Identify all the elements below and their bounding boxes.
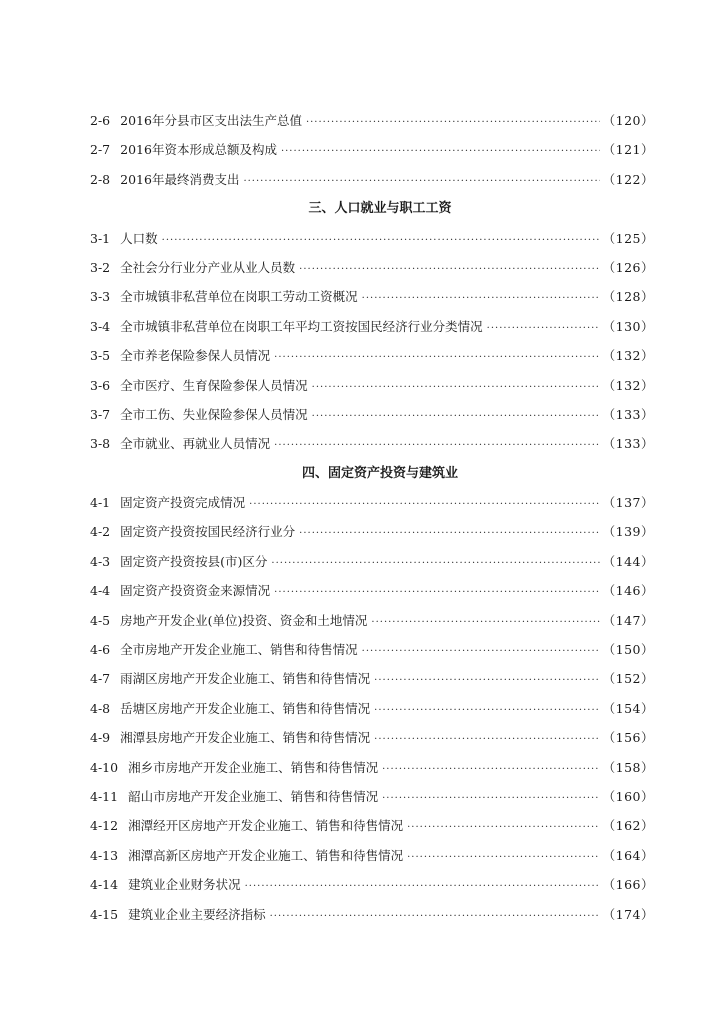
entry-page-number: （121） — [602, 142, 654, 158]
entry-page-number: （137） — [602, 495, 654, 511]
entry-page-number: （128） — [602, 289, 654, 305]
entry-number: 4-12 — [90, 818, 119, 834]
entry-title: 全市城镇非私营单位在岗职工劳动工资概况 — [120, 289, 358, 305]
dot-leader — [281, 137, 600, 166]
entry-page-number: （150） — [602, 642, 654, 658]
toc-entry — [90, 488, 654, 517]
entry-page-number: （132） — [602, 348, 654, 364]
entry-number: 3-8 — [90, 436, 111, 452]
toc-entry — [90, 606, 654, 635]
entry-number: 2-7 — [90, 142, 111, 158]
entry-title: 2016年分县市区支出法生产总值 — [120, 113, 302, 128]
dot-leader — [407, 813, 600, 842]
dot-leader — [299, 519, 599, 548]
dot-leader — [382, 784, 600, 813]
entry-number: 4-5 — [90, 612, 111, 628]
entry-title: 韶山市房地产开发企业施工、销售和待售情况 — [128, 788, 379, 804]
entry-number: 4-14 — [90, 877, 119, 893]
dot-leader — [374, 696, 599, 725]
toc-entry — [90, 224, 654, 253]
entry-title: 全市就业、再就业人员情况 — [120, 436, 271, 452]
section-heading: 三、人口就业与职工工资 — [308, 201, 452, 217]
entry-page-number: （162） — [602, 818, 654, 834]
toc-entry — [90, 870, 654, 899]
entry-page-number: （160） — [602, 788, 654, 804]
entry-title: 固定资产投资资金来源情况 — [120, 583, 271, 599]
entry-title: 湘潭高新区房地产开发企业施工、销售和待售情况 — [128, 847, 404, 863]
entry-title: 全市养老保险参保人员情况 — [120, 348, 271, 364]
toc-entry — [90, 400, 654, 429]
entry-number: 4-3 — [90, 553, 111, 569]
entry-page-number: （166） — [602, 877, 654, 893]
entry-title: 固定资产投资按国民经济行业分 — [120, 524, 296, 540]
entry-page-number: （174） — [602, 906, 654, 922]
entry-number: 4-9 — [90, 730, 111, 746]
toc-entry — [90, 106, 654, 135]
entry-number: 3-7 — [90, 406, 111, 422]
dot-leader — [362, 284, 600, 313]
entry-number: 3-5 — [90, 348, 111, 364]
entry-number: 2-8 — [90, 171, 111, 187]
entry-number: 3-2 — [90, 259, 111, 275]
entry-number: 4-15 — [90, 906, 119, 922]
entry-title: 建筑业企业主要经济指标 — [128, 906, 266, 922]
entry-page-number: （152） — [602, 671, 654, 687]
toc-entry — [90, 282, 654, 311]
toc-entry — [90, 694, 654, 723]
entry-page-number: （139） — [602, 524, 654, 540]
entry-number: 3-3 — [90, 289, 111, 305]
toc-entry — [90, 576, 654, 605]
dot-leader — [487, 314, 600, 343]
entry-title: 湘潭经开区房地产开发企业施工、销售和待售情况 — [128, 818, 404, 834]
dot-leader — [162, 226, 600, 255]
entry-page-number: （144） — [602, 553, 654, 569]
table-of-contents — [90, 106, 654, 929]
dot-leader — [306, 108, 600, 137]
entry-page-number: （132） — [602, 377, 654, 393]
entry-page-number: （126） — [602, 259, 654, 275]
toc-entry — [90, 753, 654, 782]
toc-entry — [90, 900, 654, 929]
dot-leader — [274, 343, 599, 372]
entry-title: 全社会分行业分产业从业人员数 — [120, 259, 296, 275]
toc-entry — [90, 723, 654, 752]
dot-leader — [249, 490, 599, 519]
entry-number: 3-1 — [90, 230, 111, 246]
toc-entry — [90, 341, 654, 370]
entry-title: 湘乡市房地产开发企业施工、销售和待售情况 — [128, 759, 379, 775]
entry-number: 4-13 — [90, 847, 119, 863]
dot-leader — [371, 608, 599, 637]
toc-entry — [90, 429, 654, 458]
entry-title: 2016年资本形成总额及构成 — [120, 142, 277, 158]
dot-leader — [243, 167, 599, 196]
entry-number: 4-4 — [90, 583, 111, 599]
entry-title: 雨湖区房地产开发企业施工、销售和待售情况 — [120, 671, 371, 687]
entry-title: 房地产开发企业(单位)投资、资金和土地情况 — [120, 612, 368, 628]
toc-entry — [90, 371, 654, 400]
entry-page-number: （120） — [602, 113, 654, 128]
dot-leader — [270, 902, 600, 931]
entry-number: 3-4 — [90, 318, 111, 334]
dot-leader — [312, 402, 600, 431]
entry-title: 湘潭县房地产开发企业施工、销售和待售情况 — [120, 730, 371, 746]
entry-number: 4-1 — [90, 495, 111, 511]
entry-title: 全市医疗、生育保险参保人员情况 — [120, 377, 308, 393]
entry-number: 2-6 — [90, 113, 111, 128]
entry-number: 4-10 — [90, 759, 119, 775]
entry-number: 4-8 — [90, 700, 111, 716]
entry-title: 建筑业企业财务状况 — [128, 877, 241, 893]
entry-page-number: （146） — [602, 583, 654, 599]
toc-entry — [90, 312, 654, 341]
toc-entry — [90, 782, 654, 811]
dot-leader — [407, 843, 600, 872]
entry-number: 4-7 — [90, 671, 111, 687]
entry-page-number: （164） — [602, 847, 654, 863]
toc-entry — [90, 517, 654, 546]
toc-entry — [90, 165, 654, 194]
toc-entry — [90, 253, 654, 282]
entry-page-number: （147） — [602, 612, 654, 628]
toc-entry — [90, 811, 654, 840]
dot-leader — [382, 755, 600, 784]
dot-leader — [374, 725, 599, 754]
entry-title: 固定资产投资按县(市)区分 — [120, 553, 268, 569]
dot-leader — [274, 578, 599, 607]
dot-leader — [299, 255, 599, 284]
entry-page-number: （122） — [602, 171, 654, 187]
toc-entry — [90, 635, 654, 664]
entry-number: 3-6 — [90, 377, 111, 393]
entry-title: 固定资产投资完成情况 — [120, 495, 246, 511]
entry-page-number: （130） — [602, 318, 654, 334]
toc-entry — [90, 841, 654, 870]
dot-leader — [274, 431, 599, 460]
toc-entry — [90, 547, 654, 576]
section-heading: 四、固定资产投资与建筑业 — [301, 465, 458, 481]
dot-leader — [271, 549, 599, 578]
toc-entry — [90, 135, 654, 164]
entry-title: 2016年最终消费支出 — [120, 171, 240, 187]
entry-title: 全市房地产开发企业施工、销售和待售情况 — [120, 642, 358, 658]
dot-leader — [362, 637, 600, 666]
entry-number: 4-11 — [90, 788, 119, 804]
entry-title: 岳塘区房地产开发企业施工、销售和待售情况 — [120, 700, 371, 716]
entry-page-number: （154） — [602, 700, 654, 716]
entry-page-number: （158） — [602, 759, 654, 775]
dot-leader — [374, 666, 599, 695]
entry-title: 全市城镇非私营单位在岗职工年平均工资按国民经济行业分类情况 — [120, 318, 483, 334]
dot-leader — [312, 373, 600, 402]
entry-title: 人口数 — [120, 230, 158, 246]
entry-number: 4-6 — [90, 642, 111, 658]
dot-leader — [245, 872, 600, 901]
entry-number: 4-2 — [90, 524, 111, 540]
entry-page-number: （125） — [602, 230, 654, 246]
entry-page-number: （133） — [602, 436, 654, 452]
entry-page-number: （156） — [602, 730, 654, 746]
entry-page-number: （133） — [602, 406, 654, 422]
toc-entry — [90, 664, 654, 693]
entry-title: 全市工伤、失业保险参保人员情况 — [120, 406, 308, 422]
